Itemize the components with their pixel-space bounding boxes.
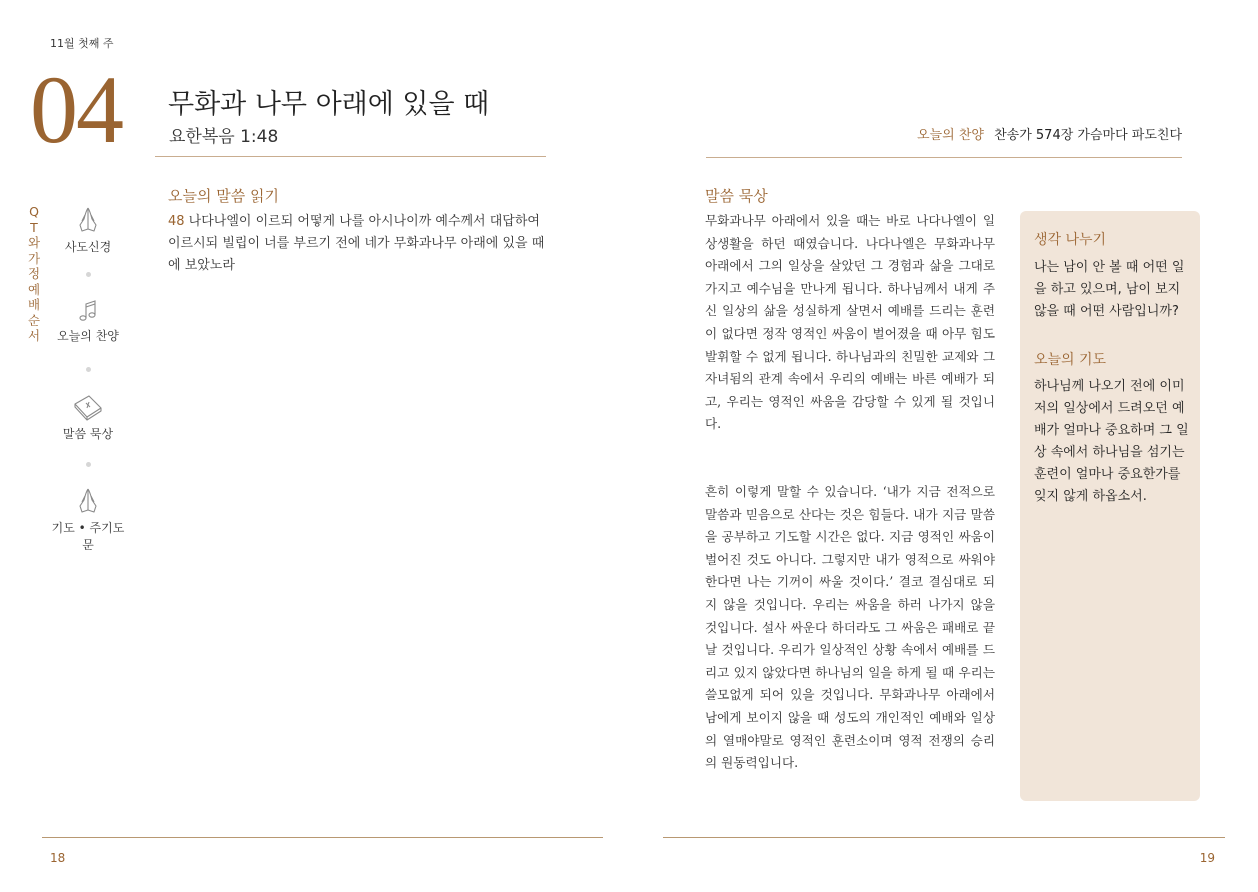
reading-heading: 오늘의 말씀 읽기 xyxy=(168,187,279,205)
hymn-text: 찬송가 574장 가슴마다 파도친다 xyxy=(994,128,1182,143)
header-divider-right xyxy=(706,157,1182,158)
reading-verse xyxy=(168,211,548,277)
step-separator-dot xyxy=(86,272,91,277)
todays-hymn xyxy=(917,124,1182,143)
step-label: 기도 • 주기도문 xyxy=(51,521,125,552)
step-label: 사도신경 xyxy=(64,240,112,254)
meditation-paragraph: 무화과나무 아래에서 있을 때는 바로 나다나엘이 일상생활을 하던 때였습니다. 나다나엘은 무화과나무 아래에서 그의 일상을 살았던 그 경험과 삶을 그대로 가지고 예수님을 만나게 됩니다. 하나님께서 내게 주신 일상의 삶을 성실하게 살면서 예배를 드리는 훈련이 없다면 정작 영적인 싸움이 벌어졌을 때 아무 힘도 발휘할 수 없게 됩니다. 하나님과의 친밀한 교제와 그 자녀됨의 관계 속에서 우리의 예배는 바른 예배가 되고, 우리는 영적인 싸움을 감당할 수 있게 될 것입니다. xyxy=(705,213,995,432)
share-question: 나는 남이 안 볼 때 어떤 일을 하고 있으며, 남이 보지 않을 때 어떤 사람입니까? xyxy=(1034,260,1185,319)
prayer-heading: 오늘의 기도 xyxy=(1034,352,1107,368)
page-title: 무화과 나무 아래에 있을 때 xyxy=(168,89,490,120)
page-number-right: 19 xyxy=(1199,851,1215,865)
scripture-reference: 요한복음 1:48 xyxy=(169,127,279,147)
step-apostles-creed xyxy=(48,205,128,255)
step-prayer xyxy=(48,486,128,553)
step-label: 오늘의 찬양 xyxy=(57,329,119,343)
music-note-icon xyxy=(73,298,103,324)
order-vertical-label: QT와 가정예배 순서 xyxy=(27,204,41,343)
prayer-text: 하나님께 나오기 전에 이미 저의 일상에서 드려오던 예배가 얼마나 중요하며 그 일상 속에서 하나님을 섬기는 훈련이 얼마나 중요한가를 잊지 않게 하옵소서. xyxy=(1034,379,1189,504)
week-label: 11월 첫째 주 xyxy=(50,37,114,50)
meditation-paragraph: 흔히 이렇게 말할 수 있습니다. ‘내가 지금 전적으로 말씀과 믿음으로 산다는 것은 힘들다. 내가 지금 말씀을 공부하고 기도할 시간은 없다. 지금 영적인 싸움이 벌어진 것도 아니다. 그렇지만 내가 영적으로 싸워야 한다면 나는 기꺼이 싸울 것이다.’ 결코 결심대로 되지 않을 것입니다. 우리는 싸움을 하러 나가지 않을 것입니다. 설사 싸운다 하더라도 그 싸움은 패배로 끝날 것입니다. 우리가 일상적인 상황 속에서 예배를 드리고 있지 않았다면 하나님의 일을 하게 될 때 우리는 쓸모없게 되어 있을 것입니다. 무화과나무 아래에서 남에게 보이지 않을 때 성도의 개인적인 예배와 일상의 열매야말로 영적인 훈련소이며 영적 전쟁의 승리의 원동력입니다. xyxy=(705,484,995,771)
step-todays-hymn xyxy=(48,298,128,344)
hymn-label: 오늘의 찬양 xyxy=(917,128,984,143)
meditation-heading: 말씀 묵상 xyxy=(705,187,768,205)
chapter-number: 04 xyxy=(30,56,122,163)
bible-icon xyxy=(72,392,104,422)
verse-text: 나다나엘이 이르되 어떻게 나를 아시나이까 예수께서 대답하여 이르시되 빌립이 너를 부르기 전에 네가 무화과나무 아래에 있을 때에 보았노라 xyxy=(168,214,545,273)
header-divider-left xyxy=(155,156,546,157)
praying-hands-icon xyxy=(73,205,103,235)
footer-rule-right xyxy=(663,837,1225,838)
verse-number: 48 xyxy=(168,214,185,229)
step-separator-dot xyxy=(86,462,91,467)
praying-hands-icon xyxy=(73,486,103,516)
step-word-meditation xyxy=(48,392,128,442)
footer-rule-left xyxy=(42,837,603,838)
step-label: 말씀 묵상 xyxy=(62,427,114,441)
share-heading: 생각 나누기 xyxy=(1034,232,1107,248)
page-number-left: 18 xyxy=(50,851,66,865)
step-separator-dot xyxy=(86,367,91,372)
